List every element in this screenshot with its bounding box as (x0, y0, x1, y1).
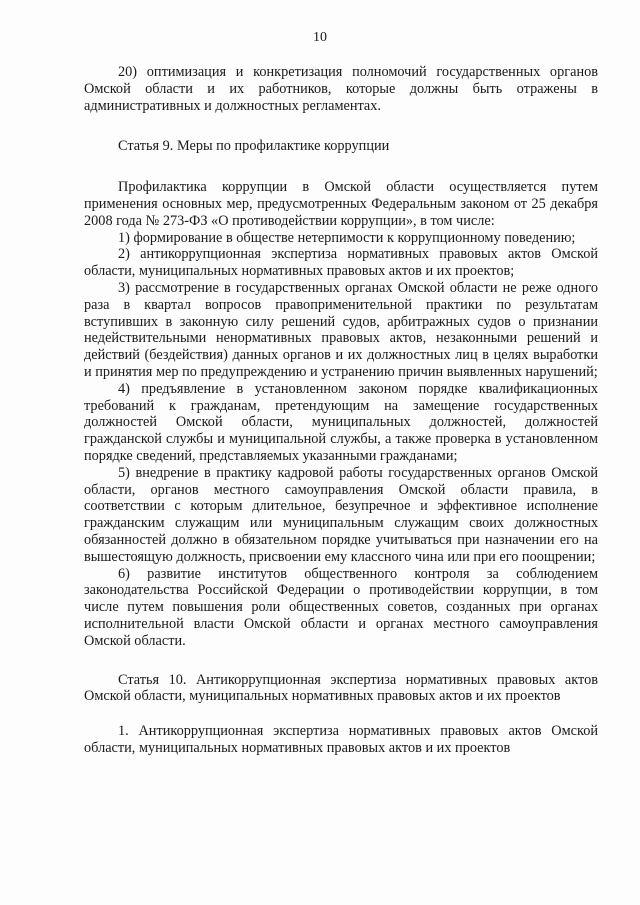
spacer (84, 705, 598, 723)
article-9-heading: Статья 9. Меры по профилактике коррупции (118, 138, 390, 155)
list-item: 2) антикоррупционная экспертиза нормативных правовых актов Омской области, муниципальных нормативных правовых актов и их проектов; (84, 246, 598, 280)
list-item: 6) развитие институтов общественного контроля за соблюдением законодательства Российской Федерации о противодействии коррупции, в том числе путем повышения роли общественных советов, созданных при органах исполнительной власти Омской области и органах местного самоуправления Омской области. (84, 565, 598, 649)
document-body (84, 64, 598, 757)
list-item: 1) формирование в обществе нетерпимости к коррупционному поведению; (118, 229, 576, 246)
article-10-heading: Статья 10. Антикоррупционная экспертиза нормативных правовых актов Омской области, муниципальных нормативных правовых актов и их проектов (84, 671, 598, 705)
list-item: 4) предъявление в установленном законом порядке квалификационных требований к гражданам, претендующим на замещение государственных должностей Омской области, муниципальных должностей, должностей гражданской службы и муниципальной службы, а также проверка в установленном порядке сведений, представляемых указанными гражданами; (84, 380, 598, 464)
list-item: 3) рассмотрение в государственных органах Омской области не реже одного раза в квартал вопросов правоприменительной практики по результатам вступивших в законную силу решений судов, арбитражных судов о признании недействительными ненормативных правовых актов, незаконными решений и действий (бездействия) данных органов и их должностных лиц в целях выработки и принятия мер по предупреждению и устранению причин выявленных нарушений; (84, 279, 598, 380)
spacer (84, 114, 598, 138)
article-9-intro: Профилактика коррупции в Омской области осуществляется путем применения основных мер, предусмотренных Федеральным законом от 25 декабря 2008 года № 273-ФЗ «О противодействии коррупции», в том числе: (84, 179, 598, 229)
list-item: 5) внедрение в практику кадровой работы государственных органов Омской области, органов местного самоуправления Омской области правила, в соответствии с которым длительное, безупречное и эффективное исполнение гражданским служащим или муниципальным служащим своих должностных обязанностей должно в обязательном порядке учитываться при назначении его на вышестоящую должность, присвоении ему классного чина или при его поощрении; (84, 464, 598, 565)
list-item-20: 20) оптимизация и конкретизация полномочий государственных органов Омской области и их работников, которые должны быть отражены в административных и должностных регламентах. (84, 64, 598, 114)
spacer (84, 155, 598, 179)
article-10-item-1: 1. Антикоррупционная экспертиза нормативных правовых актов Омской области, муниципальных нормативных правовых актов и их проектов (84, 723, 598, 756)
page-number: 10 (313, 30, 327, 45)
spacer (84, 650, 598, 672)
